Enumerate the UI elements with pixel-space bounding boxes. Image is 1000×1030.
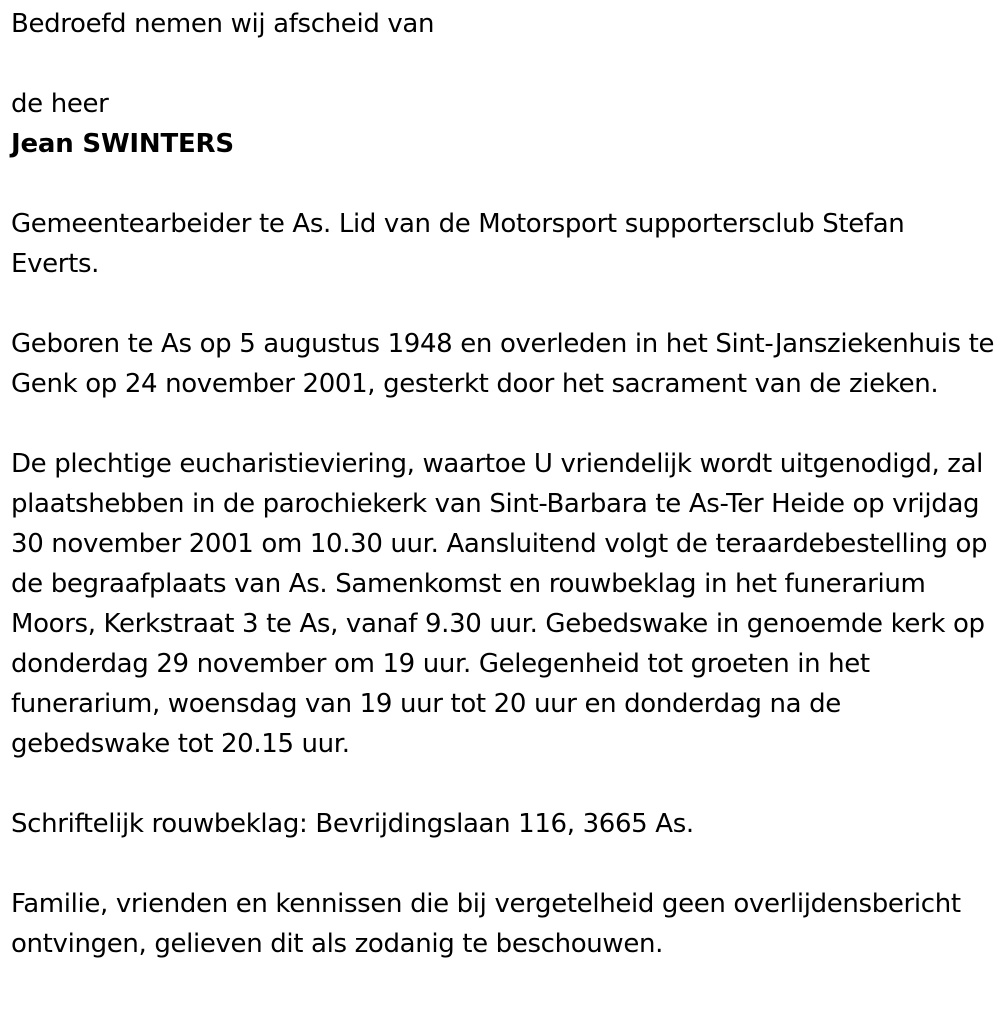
spacer <box>11 164 996 204</box>
ceremony-paragraph: De plechtige eucharistieviering, waartoe U vriendelijk wordt uitgenodigd, zal plaatshebben in de parochiekerk van Sint-Barbara te As-Ter Heide op vrijdag 30 november 2001 om 10.30 uur. Aansluitend volgt de teraardebestelling op de begraafplaats van As. Samenkomst en rouwbeklag in het funerarium Moors, Kerkstraat 3 te As, vanaf 9.30 uur. Gebedswake in genoemde kerk op donderdag 29 november om 19 uur. Gelegenheid tot groeten in het funerarium, woensdag van 19 uur tot 20 uur en donderdag na de gebedswake tot 20.15 uur. <box>11 449 988 759</box>
spacer <box>11 764 996 804</box>
deceased-name: Jean SWINTERS <box>11 129 234 159</box>
death-notice <box>11 0 996 964</box>
closing-paragraph: Familie, vrienden en kennissen die bij vergetelheid geen overlijdensbericht ontvingen, gelieven dit als zodanig te beschouwen. <box>11 889 961 959</box>
birth-death-paragraph: Geboren te As op 5 augustus 1948 en overleden in het Sint-Jansziekenhuis te Genk op 24 november 2001, gesterkt door het sacrament van de zieken. <box>11 329 995 399</box>
spacer <box>11 844 996 884</box>
condolence-address: Schriftelijk rouwbeklag: Bevrijdingslaan 116, 3665 As. <box>11 809 694 839</box>
intro-text: Bedroefd nemen wij afscheid van <box>11 9 435 39</box>
occupation-paragraph: Gemeentearbeider te As. Lid van de Motorsport supportersclub Stefan Everts. <box>11 209 905 279</box>
spacer <box>11 44 996 84</box>
spacer <box>11 404 996 444</box>
spacer <box>11 284 996 324</box>
salutation-text: de heer <box>11 89 109 119</box>
